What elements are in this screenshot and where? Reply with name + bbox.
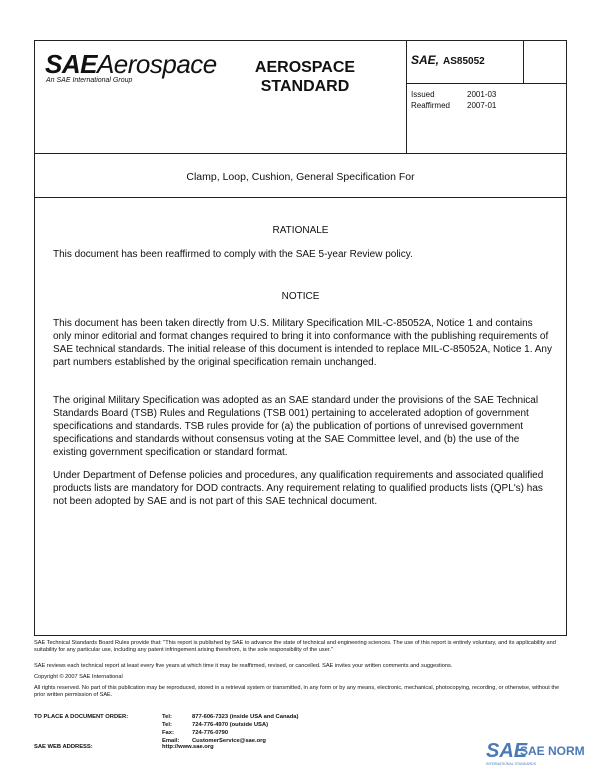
contact-type: Fax: — [162, 730, 174, 736]
rationale-heading: RATIONALE — [272, 225, 329, 236]
sae-norm-watermark — [486, 740, 585, 768]
document-number — [411, 53, 485, 67]
logo-rest: Aerospace — [96, 49, 217, 79]
divider — [406, 41, 407, 153]
contact-email-link[interactable]: CustomerService@sae.org — [192, 738, 266, 744]
notice-paragraph: The original Military Specification was adopted as an SAE standard under the provisions of the SAE Technical Standards Board (TSB) Rules and Regulations (TSB 001) pertaining to accelerated adoption of government specifications and standards. TSB rules provide for (a) the publication of portions of unrevised government specifications and standards without consensus voting at the SAE Committee level, and (b) the use of the existing government specification or standard format. — [53, 395, 539, 458]
doc-prefix: SAE, — [411, 53, 440, 67]
standard-line2: STANDARD — [260, 78, 350, 95]
footer-rights: All rights reserved. No part of this publication may be reproduced, stored in a retrieval system or transmitted, in any form or by any means, electronic, mechanical, photocopying, recording, or otherwise, without the prior written permission of SAE. — [34, 685, 560, 699]
footer-review: SAE reviews each technical report at least every five years at which time it may be reaffirmed, revised, or cancelled. SAE invites your written comments and suggestions. — [34, 663, 453, 669]
footer-copyright: Copyright © 2007 SAE International — [34, 674, 123, 680]
contact-value: 877-606-7323 (inside USA and Canada) — [192, 714, 299, 720]
reaffirmed-label: Reaffirmed — [411, 101, 450, 110]
contact-value: 724-776-0790 — [192, 730, 229, 736]
issued-label: Issued — [411, 90, 435, 99]
contact-block — [34, 713, 298, 745]
divider — [406, 83, 566, 84]
notice-paragraph: Under Department of Defense policies and procedures, any qualification requirements and associated qualified products lists are mandatory for DOD contracts. Any requirement relating to qualified products lists (QPL's) has not been adopted by SAE and is not part of this SAE technical document. — [53, 470, 544, 507]
issued-value: 2001-03 — [467, 90, 497, 99]
watermark-subtext: INTERNATIONAL STANDARDS — [486, 762, 536, 766]
dates-block — [411, 89, 496, 111]
divider — [35, 197, 566, 198]
order-label: TO PLACE A DOCUMENT ORDER: — [34, 714, 129, 720]
rationale-text: This document has been reaffirmed to comply with the SAE 5-year Review policy. — [53, 249, 413, 260]
contact-type: Tel: — [162, 714, 172, 720]
standard-type — [242, 58, 368, 96]
standard-line1: AEROSPACE — [254, 59, 356, 76]
web-address-row — [34, 744, 214, 750]
footer-disclaimer: SAE Technical Standards Board Rules provide that: "This report is published by SAE to advance the state of technical and engineering sciences. The use of this report is entirely voluntary, and its applicability and suitability for any particular use, including any patent infringement arising therefrom, is the sole responsibility of the user." — [34, 640, 556, 654]
contact-value: 724-776-4970 (outside USA) — [192, 722, 269, 728]
watermark-text: SAE NORM — [520, 744, 585, 758]
logo-bold: SAE — [45, 49, 97, 79]
notice-heading: NOTICE — [281, 291, 320, 302]
header-block — [35, 41, 566, 154]
reaffirmed-value: 2007-01 — [467, 101, 497, 110]
logo-subtitle: An SAE International Group — [46, 77, 133, 84]
notice-paragraph: This document has been taken directly from U.S. Military Specification MIL-C-85052A, Notice 1 and contains only minor editorial and format changes required to bring it into conformance with the publishing requirements of SAE technical standards. The initial release of this document is intended to replace MIL-C-85052A, Notice 1. Any part numbers established by the original specification remain unchanged. — [53, 318, 552, 368]
sae-aerospace-logo — [45, 51, 217, 84]
contact-type: Email: — [162, 738, 180, 744]
document-title: Clamp, Loop, Cushion, General Specification For — [186, 171, 415, 183]
divider — [523, 41, 524, 83]
document-frame — [34, 40, 567, 636]
doc-number-value: AS85052 — [443, 56, 485, 67]
contact-type: Tel: — [162, 722, 172, 728]
web-link[interactable]: http://www.sae.org — [162, 744, 214, 750]
watermark-logo: SAE — [486, 740, 528, 762]
web-label: SAE WEB ADDRESS: — [34, 744, 93, 750]
